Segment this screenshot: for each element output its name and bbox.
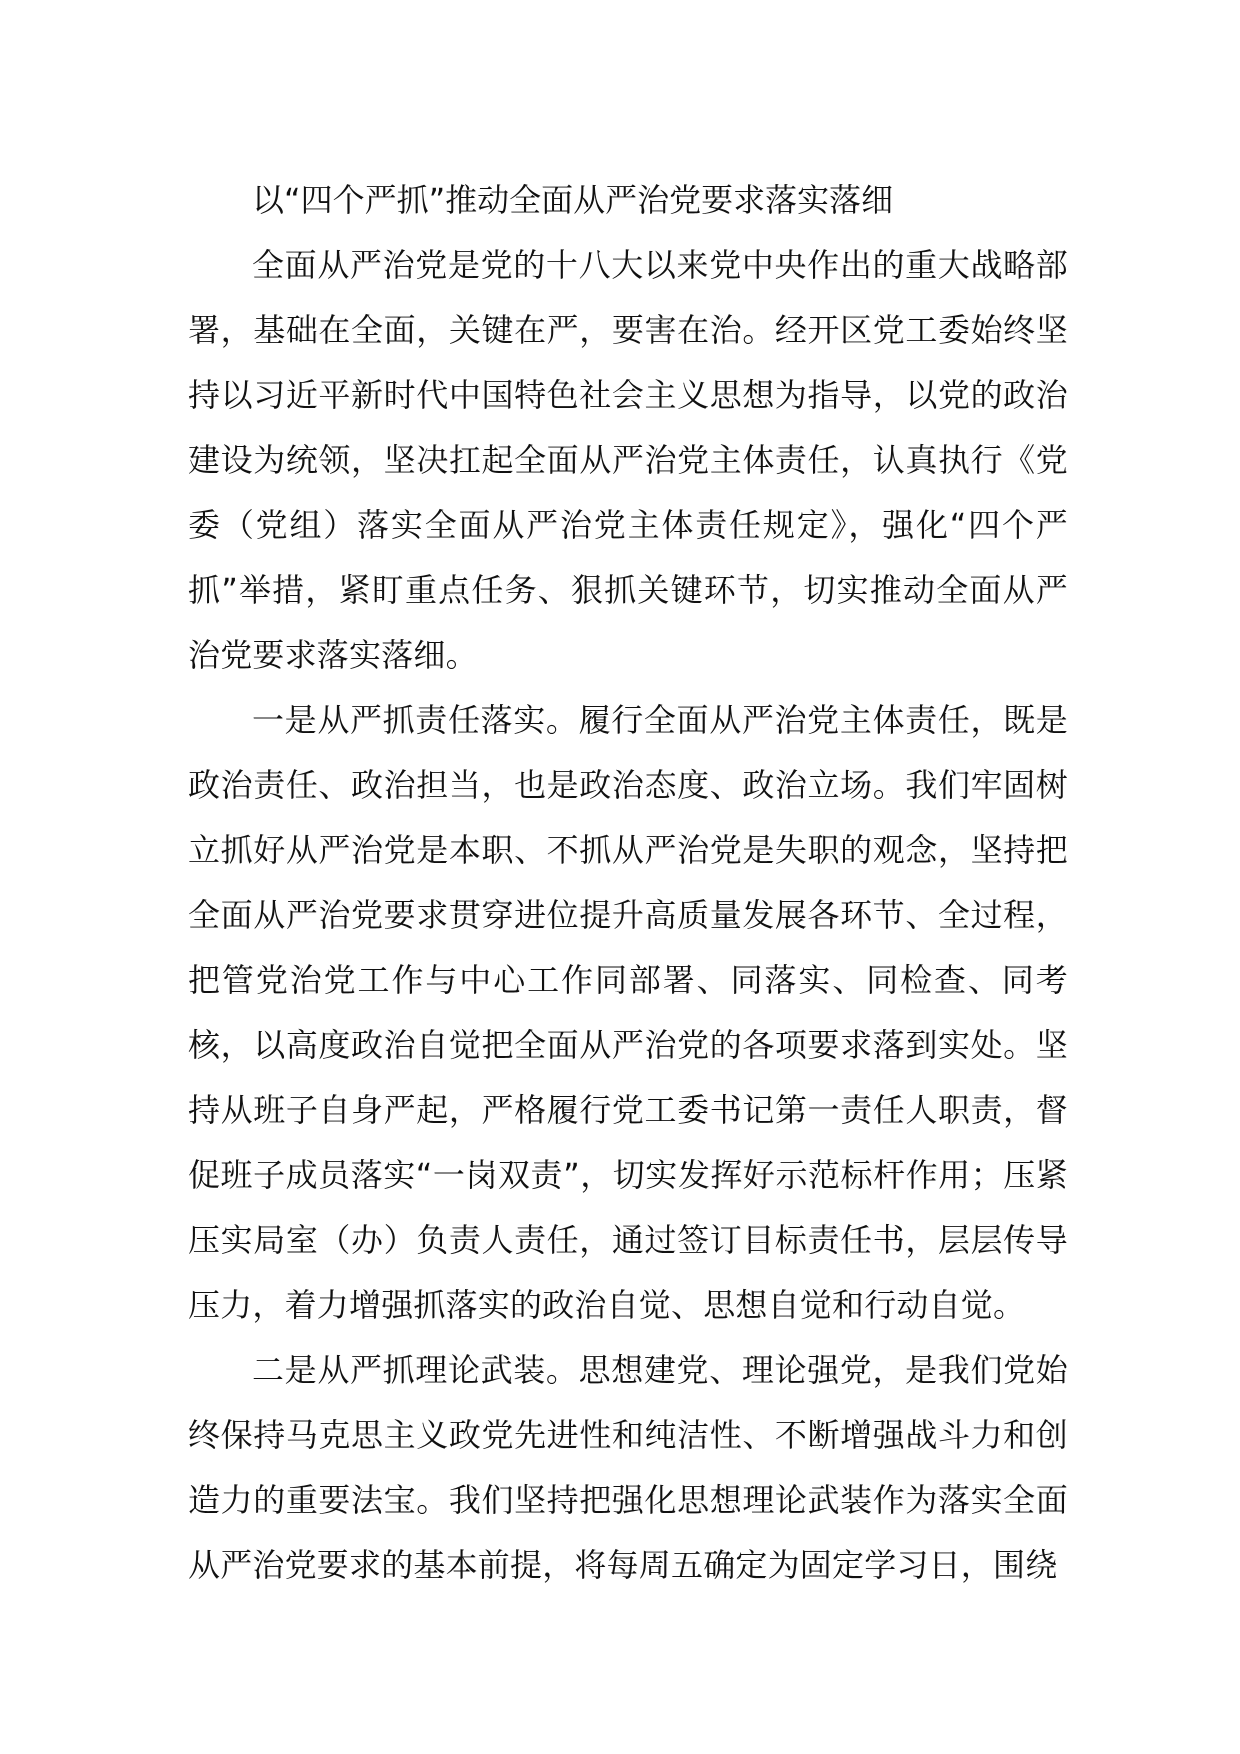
paragraph-intro: 全面从严治党是党的十八大以来党中央作出的重大战略部署，基础在全面，关键在严，要害在治。经开区党工委始终坚持以习近平新时代中国特色社会主义思想为指导，以党的政治建设为统领，坚决扛起全面从严治党主体责任，认真执行《党委（党组）落实全面从严治党主体责任规定》，强化“四个严抓”举措，紧盯重点任务、狠抓关键环节，切实推动全面从严治党要求落实落细。 — [188, 246, 1068, 674]
paragraph-responsibility: 一是从严抓责任落实。履行全面从严治党主体责任，既是政治责任、政治担当，也是政治态度、政治立场。我们牢固树立抓好从严治党是本职、不抓从严治党是失职的观念，坚持把全面从严治党要求贯穿进位提升高质量发展各环节、全过程，把管党治党工作与中心工作同部署、同落实、同检查、同考核，以高度政治自觉把全面从严治党的各项要求落到实处。坚持从班子自身严起，严格履行党工委书记第一责任人职责，督促班子成员落实“一岗双责”，切实发挥好示范标杆作用；压紧压实局室（办）负责人责任，通过签订目标责任书，层层传导压力，着力增强抓落实的政治自觉、思想自觉和行动自觉。 — [188, 701, 1068, 1324]
paragraph-theory: 二是从严抓理论武装。思想建党、理论强党，是我们党始终保持马克思主义政党先进性和纯洁性、不断增强战斗力和创造力的重要法宝。我们坚持把强化思想理论武装作为落实全面从严治党要求的基本前提，将每周五确定为固定学习日，围绕 — [188, 1351, 1068, 1584]
document-title: 以“四个严抓”推动全面从严治党要求落实落细 — [252, 181, 894, 219]
document-body — [188, 168, 1068, 1598]
